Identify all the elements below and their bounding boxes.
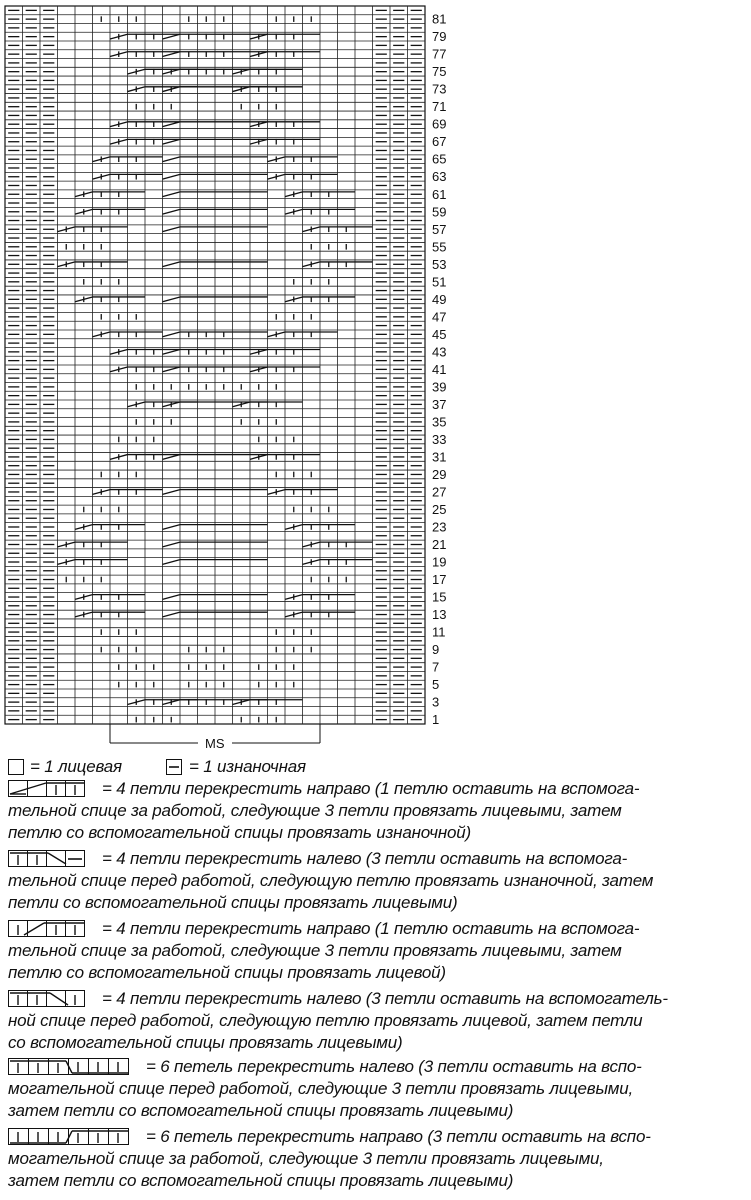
row-number: 59 [432,204,447,220]
legend-item-6-line-2: могательной спице за работой, следующие 3 петли провязать лицевыми, [8,1149,604,1168]
row-number: 71 [432,99,447,115]
row-number: 23 [432,519,447,535]
row-number: 81 [432,11,447,27]
row-number: 49 [432,291,447,307]
ms-label: MS [205,736,225,751]
legend-purl-text: = 1 изнаночная [189,757,306,776]
row-number: 37 [432,396,447,412]
legend-item-3-line-1: = 4 петли перекрестить направо (1 петлю оставить на вспомога- [102,919,640,938]
legend-item-4-line-3: со вспомогательной спицы провязать лицевыми) [8,1033,403,1052]
row-number: 31 [432,449,447,465]
legend-item-1-line-3: петлю со вспомогательной спицы провязать изнаночной) [8,823,471,842]
row-number: 11 [432,624,446,640]
row-number: 41 [432,361,447,377]
row-number: 43 [432,344,447,360]
row-number: 35 [432,414,447,430]
row-number: 7 [432,659,440,675]
row-number: 9 [432,642,440,658]
legend-item-4-line-1: = 4 петли перекрестить налево (3 петли оставить на вспомогатель- [102,989,668,1008]
legend-item-4-line-2: ной спице перед работой, следующую петлю провязать лицевой, затем петли [8,1011,643,1030]
legend-item-1-line-1: = 4 петли перекрестить направо (1 петлю оставить на вспомога- [102,779,640,798]
row-number: 63 [432,169,447,185]
row-number: 15 [432,589,447,605]
cable-6-right-symbol [8,1128,132,1146]
row-number: 67 [432,134,447,150]
row-number: 47 [432,309,447,325]
legend-item-6-line-3: затем петли со вспомогательной спицы провязать лицевыми) [8,1171,514,1190]
legend-item-2-line-3: петли со вспомогательной спицы провязать лицевыми) [8,893,458,912]
legend-item-3-line-2: тельной спице за работой, следующие 3 петли провязать лицевыми, затем [8,941,622,960]
cable-6-left-symbol [8,1058,132,1076]
cross-left-knit-symbol [8,990,88,1008]
legend-item-6-line-1: = 6 петель перекрестить направо (3 петли оставить на вспо- [146,1127,651,1146]
row-number: 39 [432,379,447,395]
legend-item-2-line-1: = 4 петли перекрестить налево (3 петли оставить на вспомога- [102,849,628,868]
row-number: 25 [432,501,447,517]
row-number: 33 [432,431,447,447]
row-number: 57 [432,221,447,237]
row-number: 3 [432,694,440,710]
row-number: 73 [432,81,447,97]
row-number: 29 [432,466,447,482]
purl-symbol [166,759,182,775]
row-number: 69 [432,116,447,132]
legend-item-5-line-1: = 6 петель перекрестить налево (3 петли оставить на вспо- [146,1057,642,1076]
legend-item-3-line-3: петлю со вспомогательной спицы провязать лицевой) [8,963,446,982]
row-number: 27 [432,484,447,500]
knit-symbol [8,759,24,775]
row-number: 13 [432,607,447,623]
cross-right-purl-symbol [8,780,88,798]
row-number: 55 [432,239,447,255]
row-number: 51 [432,274,447,290]
row-number: 61 [432,186,447,202]
row-number: 79 [432,29,447,45]
legend-item-2-line-2: тельной спице перед работой, следующую петлю провязать изнаночной, затем [8,871,654,890]
row-number: 45 [432,326,447,342]
row-number: 17 [432,572,447,588]
row-number: 53 [432,256,447,272]
row-number: 21 [432,537,447,552]
row-number: 77 [432,46,447,62]
row-number: 5 [432,677,440,693]
legend-item-5-line-2: могательной спице перед работой, следующие 3 петли провязать лицевыми, [8,1079,633,1098]
legend-item-1-line-2: тельной спице за работой, следующие 3 петли провязать лицевыми, затем [8,801,622,820]
row-number: 19 [432,554,447,570]
legend-item-5-line-3: затем петли со вспомогательной спицы провязать лицевыми) [8,1101,514,1120]
row-number: 75 [432,64,447,80]
row-number: 1 [432,712,440,728]
row-number: 65 [432,151,447,167]
legend-knit-text: = 1 лицевая [30,757,122,776]
cross-left-purl-symbol [8,850,88,868]
cross-right-knit-symbol [8,920,88,938]
